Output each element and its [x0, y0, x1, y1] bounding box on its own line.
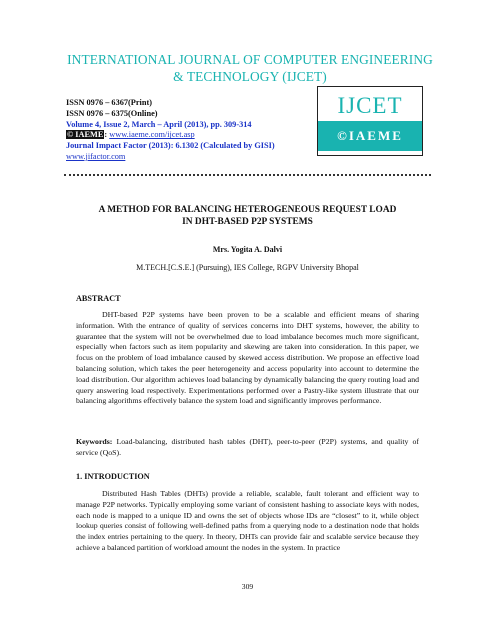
introduction-text: Distributed Hash Tables (DHTs) provide a reliable, scalable, fault tolerant and efficient way to manage P2P networks. Typically employing some variant of consistent hashing to associate keys with nodes, each node is mapped to a unique ID and owns the set of objects whose IDs are “closest” to it, while object lookup queries consist of following well-defined paths from a querying node to a destination node that holds the index entries pertaining to the query. In theory, DHTs can provide fair and scalable service because they achieve a balanced partition of workload amount the nodes in the system. In practice — [76, 489, 419, 552]
journal-title-line-2: & TECHNOLOGY (IJCET) — [173, 69, 327, 84]
paper-title-line-2: IN DHT-BASED P2P SYSTEMS — [182, 217, 313, 227]
issn-print: ISSN 0976 – 6367(Print) — [66, 98, 152, 107]
abstract-text: DHT-based P2P systems have been proven to be a scalable and efficient means of sharing information. With the entrance of quality of services concerns into DHT systems, however, the ability to guarantee that the system will not be overwhelmed due to load imbalance becomes much more significant, especially when factors such as item popularity and skewing are taken into consideration. In this paper, we focus on the problem of load imbalance caused by skewed access distribution. We propose an effective load balancing solution, which takes the peer heterogeneity and access popularity into account to determine the load distribution. Our algorithm achieves load balancing by dynamically balancing the query routing load and query answering load respectively. Experimentations performed over a Pastry-like system illustrate that our balancing algorithms effectively balance the system load and significantly improves performance. — [76, 310, 419, 406]
keywords-text: Load-balancing, distributed hash tables (DHT), peer-to-peer (P2P) systems, and quality of service (QoS). — [76, 437, 419, 457]
journal-title — [40, 51, 460, 85]
volume-info: Volume 4, Issue 2, March – April (2013), pp. 309-314 — [66, 119, 252, 129]
introduction-heading: 1. INTRODUCTION — [76, 472, 150, 481]
ijcet-logo — [317, 86, 423, 156]
page-number: 309 — [241, 582, 254, 591]
iaeme-badge: © IAEME — [67, 130, 104, 140]
issn-online: ISSN 0976 – 6375(Online) — [66, 108, 158, 118]
impact-factor: Journal Impact Factor (2013): 6.1302 (Calculated by GISI) — [66, 141, 275, 151]
journal-title-line-1: INTERNATIONAL JOURNAL OF COMPUTER ENGINEERING — [67, 52, 433, 67]
author-affiliation: M.TECH.[C.S.E.] (Pursuing), IES College, RGPV University Bhopal — [136, 263, 359, 272]
header-divider — [64, 174, 431, 176]
logo-text-ijcet: IJCET — [337, 93, 403, 118]
abstract-heading: ABSTRACT — [76, 294, 121, 303]
logo-text-iaeme: ©IAEME — [318, 121, 422, 151]
jifactor-link[interactable]: www.jifactor.com — [66, 151, 126, 161]
keywords-paragraph — [76, 437, 419, 459]
iaeme-line: © IAEME: www.iaeme.com/ijcet.asp — [67, 130, 195, 140]
journal-meta — [66, 98, 326, 163]
keywords-label: Keywords: — [76, 437, 113, 446]
author-name: Mrs. Yogita A. Dalvi — [212, 245, 283, 254]
paper-title-line-1: A METHOD FOR BALANCING HETEROGENEOUS REQUEST LOAD — [98, 205, 397, 215]
paper-title — [60, 204, 435, 228]
journal-url-link[interactable]: www.iaeme.com/ijcet.asp — [109, 130, 195, 140]
